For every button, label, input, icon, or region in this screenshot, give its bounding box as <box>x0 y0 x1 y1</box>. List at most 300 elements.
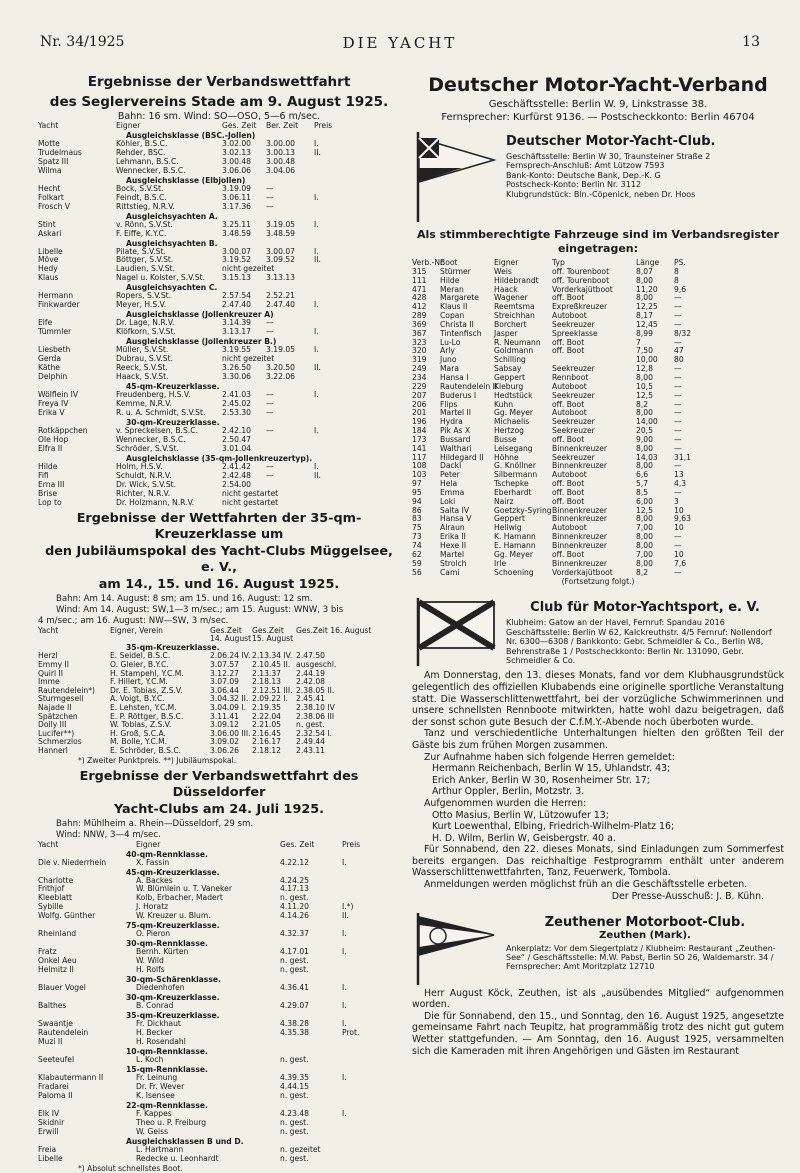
table-cell: Leisegang <box>494 443 533 453</box>
table-cell: nicht gezeitet <box>222 264 275 274</box>
table-cell: Hildebrandt <box>494 275 539 285</box>
table-row <box>38 158 400 167</box>
table-cell: 2.41.03 <box>222 389 251 399</box>
table-cell: 8,07 <box>636 266 653 276</box>
table-cell: Erwill <box>38 1126 59 1136</box>
col-calc-time: Ber. Zeit <box>266 121 299 130</box>
table-cell: W. Geiss <box>136 1126 169 1136</box>
table-cell: Hela <box>440 479 458 489</box>
table-cell: 141 <box>412 443 427 453</box>
table-cell: 7,6 <box>674 558 687 568</box>
table-cell: 6,6 <box>636 470 649 480</box>
contact-line: Geschäftsstelle: Berlin W 30, Traunsteiner Straße 2 <box>506 152 711 161</box>
table-cell: I. <box>314 219 319 229</box>
table-cell: W. Tobias, Z.S.V. <box>110 720 172 730</box>
table-cell: Feindt, B.S.C. <box>116 192 167 202</box>
table-cell: 412 <box>412 302 427 312</box>
table-cell: 2.45.41 <box>296 694 325 704</box>
table-cell: I. <box>342 1019 347 1029</box>
table-cell: Autoboot <box>552 470 587 480</box>
table-cell: 2.50.47 <box>222 434 251 444</box>
table-cell: Goldmann <box>494 346 534 356</box>
cmy-report <box>412 670 784 890</box>
table-cell: I. <box>342 983 347 993</box>
table-cell: 3.06.26 <box>210 745 239 755</box>
table-cell: Erna III <box>38 479 65 489</box>
table-cell: 8,00 <box>636 293 653 303</box>
table-cell: Schmerzlos <box>38 737 82 747</box>
class-heading: 30-qm-Rennklasse. <box>126 939 208 949</box>
table-cell: Klaus II <box>440 302 468 312</box>
dmyv-phone: Fernsprecher: Kurfürst 9136. — Postscheckkonto: Berlin 46704 <box>441 112 755 123</box>
table-cell: nicht gestartet <box>222 488 279 498</box>
table-row <box>38 1074 400 1083</box>
table-row <box>38 265 400 274</box>
table-cell: G. Knöllner <box>494 461 536 471</box>
table-cell: Binnenkreuzer <box>552 505 608 515</box>
table-cell: I. <box>342 1073 347 1083</box>
mueggel-meta-1: Bahn: Am 14. August: 8 sm; am 15. und 16. August: 12 sm. <box>56 594 313 605</box>
table-cell: 2.49.44 <box>296 737 325 747</box>
table-cell <box>314 400 400 409</box>
table-cell: 3.30.06 <box>222 372 251 382</box>
table-cell: Gerda <box>38 354 62 364</box>
table-cell: 2.06.24 IV. <box>210 651 251 661</box>
table-cell: 2.09.22 I. <box>252 694 289 704</box>
new-member-list <box>412 810 784 845</box>
table-cell: Wennecker, B.S.C. <box>116 434 186 444</box>
table-cell: 2.42.08 <box>296 677 325 687</box>
table-cell: Sybille <box>38 902 64 912</box>
col-prize: Preis <box>342 839 361 849</box>
table-cell: Sturmgesell <box>38 694 84 704</box>
table-cell: 2.13.34 IV. <box>252 651 293 661</box>
table-cell: Vorderkajütboot <box>552 284 613 294</box>
class-heading: 30-qm-Kreuzerklasse. <box>126 993 220 1003</box>
table-cell <box>342 1092 400 1101</box>
table-cell: — <box>674 532 682 542</box>
table-row <box>38 1083 400 1092</box>
table-cell: Blauer Vogel <box>38 983 86 993</box>
table-cell: 4.36.41 <box>280 983 309 993</box>
table-cell: 8,17 <box>636 311 653 321</box>
table-cell: v. Spreckelsen, B.S.C. <box>116 425 198 435</box>
table-cell: 12,5 <box>636 505 653 515</box>
table-cell: 2.22.04 <box>252 711 281 721</box>
zmc-name: Zeuthener Motorboot-Club. <box>544 914 746 930</box>
table-cell <box>314 265 400 274</box>
table-cell: n. gest. <box>280 1090 309 1100</box>
table-cell: Rautendelein*) <box>38 685 95 695</box>
col-prize: Preis <box>314 121 333 130</box>
table-cell: Wölflein IV <box>38 389 79 399</box>
table-row <box>38 984 400 993</box>
table-cell: Seekreuzer <box>552 426 595 436</box>
table-cell: Stint <box>38 219 56 229</box>
mueggel-column-headers <box>38 627 400 643</box>
table-row <box>38 256 400 265</box>
class-heading: Ausgleichsklasse (Elbjollen) <box>126 175 246 185</box>
table-cell <box>314 355 400 364</box>
col-owner: Eigner <box>116 121 141 130</box>
duess-results <box>38 850 400 1164</box>
left-column <box>38 70 400 1173</box>
table-cell: Klabautermann II <box>38 1073 104 1083</box>
stade-results <box>38 131 400 508</box>
table-cell: Holm, H.S.V. <box>116 461 163 471</box>
table-cell: Expreßkreuzer <box>552 302 608 312</box>
table-cell: 201 <box>412 408 427 418</box>
table-cell: 2.13.37 <box>252 668 281 678</box>
table-cell: 4.22.12 <box>280 857 309 867</box>
table-cell: 2.47.40 <box>266 300 295 310</box>
table-cell: 8,00 <box>636 408 653 418</box>
table-cell: 108 <box>412 461 427 471</box>
dmyc-block <box>412 130 784 222</box>
table-cell <box>314 436 400 445</box>
table-cell: 7,50 <box>636 346 653 356</box>
table-cell: Alraun <box>440 523 465 533</box>
table-cell: 2.19.35 <box>252 703 281 713</box>
table-cell: 8,2 <box>636 399 649 409</box>
table-cell: 94 <box>412 496 422 506</box>
table-cell: 2.38.06 III <box>296 711 335 721</box>
table-cell: Paloma II <box>38 1090 73 1100</box>
table-cell: 3.00.48 <box>222 156 251 166</box>
table-cell: Seekreuzer <box>552 390 595 400</box>
table-cell: 173 <box>412 434 427 444</box>
table-cell: 4.23.48 <box>280 1108 309 1118</box>
class-heading: 40-qm-Rennklasse. <box>126 849 208 859</box>
table-cell: 8,00 <box>636 275 653 285</box>
table-cell: Meyer, H.S.V. <box>116 300 167 310</box>
table-row <box>38 1155 400 1164</box>
table-cell: Stürmer <box>440 266 471 276</box>
table-cell: E. Seidel, B.S.C. <box>110 651 171 661</box>
table-cell: Geppert <box>494 372 525 382</box>
class-heading: Ausgleichsklasse (Jollenkreuzer B.) <box>126 337 277 347</box>
table-cell: 2.38.10 IV <box>296 703 335 713</box>
table-cell: Gg. Meyer <box>494 408 534 418</box>
table-cell: 323 <box>412 337 427 347</box>
table-cell: Schröder, S.V.St. <box>116 443 179 453</box>
col-owner: Eigner <box>494 258 519 267</box>
table-cell: — <box>674 302 682 312</box>
table-cell <box>314 274 400 283</box>
table-row <box>38 292 400 301</box>
table-cell: 4.17.13 <box>280 884 309 894</box>
table-cell <box>342 957 400 966</box>
table-cell: Charlotte <box>38 875 74 885</box>
table-cell: n. gest. <box>280 1153 309 1163</box>
table-cell: K. Isensee <box>136 1090 175 1100</box>
table-cell: Borchert <box>494 319 527 329</box>
table-cell: — <box>674 541 682 550</box>
table-row <box>38 1038 400 1047</box>
table-cell: Salta IV <box>440 505 470 515</box>
table-cell: 2.18.12 <box>252 745 281 755</box>
class-heading: 35-qm-Kreuzerklasse. <box>126 1011 220 1021</box>
table-cell: Wolfg. Günther <box>38 911 96 921</box>
table-cell: 2.42.48 <box>222 470 251 480</box>
table-cell: 75 <box>412 523 422 533</box>
mueggel-title-3: am 14., 15. und 16. August 1925. <box>98 577 340 593</box>
table-cell: Wennecker, B.S.C. <box>116 165 186 175</box>
table-cell <box>314 409 400 418</box>
cmy-paragraph: Tanz und verschiedentliche Unterhaltungen hielten den größten Teil der Gäste bis zum frühen Morgen zusammen. <box>412 728 784 751</box>
table-cell: — <box>266 327 274 337</box>
table-cell: — <box>674 417 682 427</box>
table-cell: 12,25 <box>636 302 658 312</box>
cmy-block <box>412 596 784 666</box>
table-row <box>412 356 784 365</box>
table-cell <box>314 481 400 490</box>
table-cell: 8,00 <box>636 514 653 524</box>
table-cell: Hellwig <box>494 523 522 533</box>
table-cell <box>342 877 400 886</box>
table-cell: 8,00 <box>636 558 653 568</box>
table-row <box>38 230 400 239</box>
class-heading: 45-qm-Kreuzerklasse. <box>126 867 220 877</box>
table-cell: II. <box>314 147 321 157</box>
table-cell: 3.00.00 <box>266 138 295 148</box>
table-cell: 369 <box>412 319 427 329</box>
table-cell: I. <box>314 389 319 399</box>
stade-title-2: des Seglervereins Stade am 9. August 1925. <box>49 94 389 110</box>
table-cell: Dr. Lage, N.R.V. <box>116 318 175 328</box>
table-row <box>38 221 400 230</box>
table-cell: 4.35.38 <box>280 1028 309 1038</box>
table-row <box>38 472 400 481</box>
table-row <box>38 1119 400 1128</box>
table-cell: 2.54.00 <box>222 479 251 489</box>
table-row <box>38 1092 400 1101</box>
table-cell: 3.26.50 <box>222 363 251 373</box>
table-cell <box>342 1128 400 1137</box>
table-cell: Hildegard II <box>440 452 484 462</box>
register-heading: Als stimmberechtigte Fahrzeuge sind im Verbandsregister eingetragen: <box>416 228 780 255</box>
class-heading: 75-qm-Kreuzerklasse. <box>126 921 220 931</box>
table-cell: 289 <box>412 311 427 321</box>
table-cell: W. Wild <box>136 956 164 966</box>
table-cell: Wagener <box>494 293 528 303</box>
mueggel-title-2: den Jubiläumspokal des Yacht-Clubs Müggelsee, e. V., <box>45 544 393 576</box>
table-cell: Muzi II <box>38 1037 63 1047</box>
table-cell: Jasper <box>494 328 518 338</box>
table-cell: 3.13.13 <box>266 273 295 283</box>
table-cell: 249 <box>412 364 427 374</box>
table-cell: Dackl <box>440 461 462 471</box>
table-cell <box>342 1146 400 1155</box>
table-cell: Geppert <box>494 514 525 524</box>
table-cell: Kuhn <box>494 399 514 409</box>
table-row <box>412 347 784 356</box>
table-cell: I. <box>342 857 347 867</box>
table-cell: Binnenkreuzer <box>552 461 608 471</box>
table-cell: 3.14.39 <box>222 318 251 328</box>
table-cell: Möve <box>38 255 59 265</box>
table-cell: Herzl <box>38 651 58 661</box>
table-cell: 8,00 <box>636 443 653 453</box>
table-cell: Folkart <box>38 192 64 202</box>
table-row <box>38 319 400 328</box>
table-cell: Quirl II <box>38 668 64 678</box>
table-cell: 184 <box>412 426 427 436</box>
table-cell: 8,5 <box>636 487 649 497</box>
table-cell: 3.06.00 III. <box>210 728 251 738</box>
table-row <box>38 445 400 454</box>
table-cell <box>342 1056 400 1065</box>
table-cell: 4.11.20 <box>280 902 309 912</box>
contact-line: Klubgrundstück: Bln.-Cöpenick, neben Dr. Hoos <box>506 189 696 199</box>
table-cell: H. Groß, S.C.A. <box>110 728 166 738</box>
stade-meta: Bahn: 16 sm. Wind: SO—OSO, 5—6 m/sec. <box>117 111 321 122</box>
table-cell: 4,3 <box>674 479 687 489</box>
table-cell: off. Boot <box>552 346 585 356</box>
table-cell: Hedy <box>38 264 58 274</box>
table-cell: Emmy II <box>38 660 69 670</box>
table-cell: Kleeblatt <box>38 893 72 903</box>
table-cell: 3.02.00 <box>222 138 251 148</box>
class-heading: Ausgleichsyachten C. <box>126 283 218 293</box>
table-row <box>38 957 400 966</box>
zmc-block <box>412 911 784 985</box>
table-cell: Redecke u. Leonhardt <box>136 1153 219 1163</box>
table-row <box>38 1110 400 1119</box>
table-cell: Dr. Wick, S.V.St. <box>116 479 177 489</box>
zmc-report <box>412 988 784 1058</box>
table-cell <box>342 885 400 894</box>
table-cell: Die v. Niederrhein <box>38 857 107 867</box>
table-cell: E. Schröder, B.S.C. <box>110 745 182 755</box>
table-cell: 3.04.06 <box>266 165 295 175</box>
table-cell <box>314 158 400 167</box>
table-row <box>38 328 400 337</box>
table-cell: I. <box>314 246 319 256</box>
table-cell: 4.17.01 <box>280 947 309 957</box>
table-cell: Dr. Fr. Wever <box>136 1082 185 1092</box>
table-cell: Müller, S.V.St. <box>116 345 169 355</box>
table-cell: Bernh. Kürten <box>136 947 189 957</box>
table-cell: Delphin <box>38 372 68 382</box>
table-cell: Fradarei <box>38 1082 69 1092</box>
table-row <box>412 542 784 551</box>
table-row <box>38 248 400 257</box>
table-cell: Reemtsma <box>494 302 535 312</box>
table-cell: Arly <box>440 346 455 356</box>
table-cell: Elfe <box>38 318 53 328</box>
table-cell: v. Rönn, S.V.St. <box>116 219 173 229</box>
table-cell: Schoening <box>494 567 534 577</box>
table-cell: 3.15.13 <box>222 273 251 283</box>
table-cell: nicht gezeitet <box>222 354 275 364</box>
table-cell: Seekreuzer <box>552 452 595 462</box>
table-cell: Frithjof <box>38 884 65 894</box>
table-cell: 86 <box>412 505 422 515</box>
table-cell: 9,00 <box>636 434 653 444</box>
table-cell: — <box>674 319 682 329</box>
table-cell: off. Boot <box>552 479 585 489</box>
applicant-list <box>412 763 784 798</box>
table-cell: Richter, N.R.V. <box>116 488 171 498</box>
table-cell: Onkel Aeu <box>38 956 77 966</box>
table-cell: F. Hillert, Y.C.M. <box>110 677 168 687</box>
table-cell: 3.01.04 <box>222 443 251 453</box>
col-owner: Eigner <box>136 839 161 849</box>
duess-title-1: Ergebnisse der Verbandswettfahrt des Düsseldorfer <box>79 768 359 800</box>
table-cell: I. <box>342 1001 347 1011</box>
table-cell: Höhne <box>494 452 519 462</box>
table-cell: F. Eiffe, K.Y.C. <box>116 228 167 238</box>
table-cell <box>314 203 400 212</box>
table-cell: Köhler, B.S.C. <box>116 138 168 148</box>
table-cell: off. Tourenboot <box>552 275 610 285</box>
table-cell: 3.20.50 <box>266 363 295 373</box>
table-cell: I. <box>314 345 319 355</box>
table-cell: E. Hamann <box>494 541 536 550</box>
table-cell: Copan <box>440 311 465 321</box>
table-cell: Rittstieg, N.R.V. <box>116 201 175 211</box>
table-cell: L. Koch <box>136 1055 164 1065</box>
table-cell: Laudien, S.V.St. <box>116 264 176 274</box>
table-cell: Cami <box>440 567 460 577</box>
table-cell: 117 <box>412 452 427 462</box>
table-row <box>412 489 784 498</box>
table-cell <box>314 373 400 382</box>
stade-column-headers <box>38 122 400 131</box>
cmy-name: Club für Motor-Yachtsport, e. V. <box>530 600 760 616</box>
table-row <box>38 912 400 921</box>
table-cell: — <box>674 372 682 382</box>
table-cell: — <box>266 201 274 211</box>
table-row <box>412 330 784 339</box>
table-cell: B. Conrad <box>136 1001 174 1011</box>
table-cell: — <box>266 461 274 471</box>
table-cell: Rennboot <box>552 372 589 382</box>
table-cell: Hansa V <box>440 514 472 524</box>
table-row <box>38 274 400 283</box>
cmy-paragraph: Am Donnerstag, den 13. dieses Monats, fand vor dem Klubhausgrundstück gelegentlich des offiziellen Klubabends eine originelle sportliche Veranstaltung statt. Die Wasserschlittenwettfahrt, bei der vorzügliche Schwimmerinnen und unsere schnellsten Rennboote mitwirkten, hatte wohl dazu beigetragen, daß der sonst schon gute Besuch der C.f.M.Y.-Abende noch überboten wurde. <box>412 670 784 728</box>
table-row <box>38 400 400 409</box>
table-cell: H. Stampehl, Y.C.M. <box>110 668 184 678</box>
table-cell: — <box>674 381 682 391</box>
table-cell: — <box>674 567 682 577</box>
table-cell <box>314 167 400 176</box>
table-cell: Haack, S.V.St. <box>116 372 169 382</box>
col-aug16: Ges.Zeit 16. August <box>296 626 372 636</box>
dmyc-pennant-icon <box>412 130 498 222</box>
table-cell: 3.19.05 <box>266 219 295 229</box>
class-heading: Ausgleichsklasse (35-qm-Jollenkreuzertyp). <box>126 453 313 463</box>
right-column <box>412 70 784 1057</box>
mueggel-footnote: *) Zweiter Punktpreis. **) Jubiläumspokal. <box>78 755 237 765</box>
table-cell: 3.07.09 <box>210 677 239 687</box>
member-name: Erich Anker, Berlin W 30, Rosenheimer Str. 17; <box>432 774 650 786</box>
table-cell: 2.47.40 <box>222 300 251 310</box>
table-cell: ausgeschl. <box>296 660 337 670</box>
issue-number: Nr. 34/1925 <box>40 34 125 50</box>
table-cell: off. Boot <box>552 399 585 409</box>
table-cell: A. Voigt, B.Y.C. <box>110 694 165 704</box>
table-cell: II. <box>314 255 321 265</box>
table-cell: Helmitz II <box>38 965 74 975</box>
table-cell: I. <box>314 327 319 337</box>
table-cell: 3.11.41 <box>210 711 239 721</box>
table-cell: W. Kreuzer u. Blum. <box>136 911 211 921</box>
table-cell: 12,45 <box>636 319 658 329</box>
table-cell: 10,5 <box>636 381 653 391</box>
table-cell: 3.13.17 <box>222 327 251 337</box>
